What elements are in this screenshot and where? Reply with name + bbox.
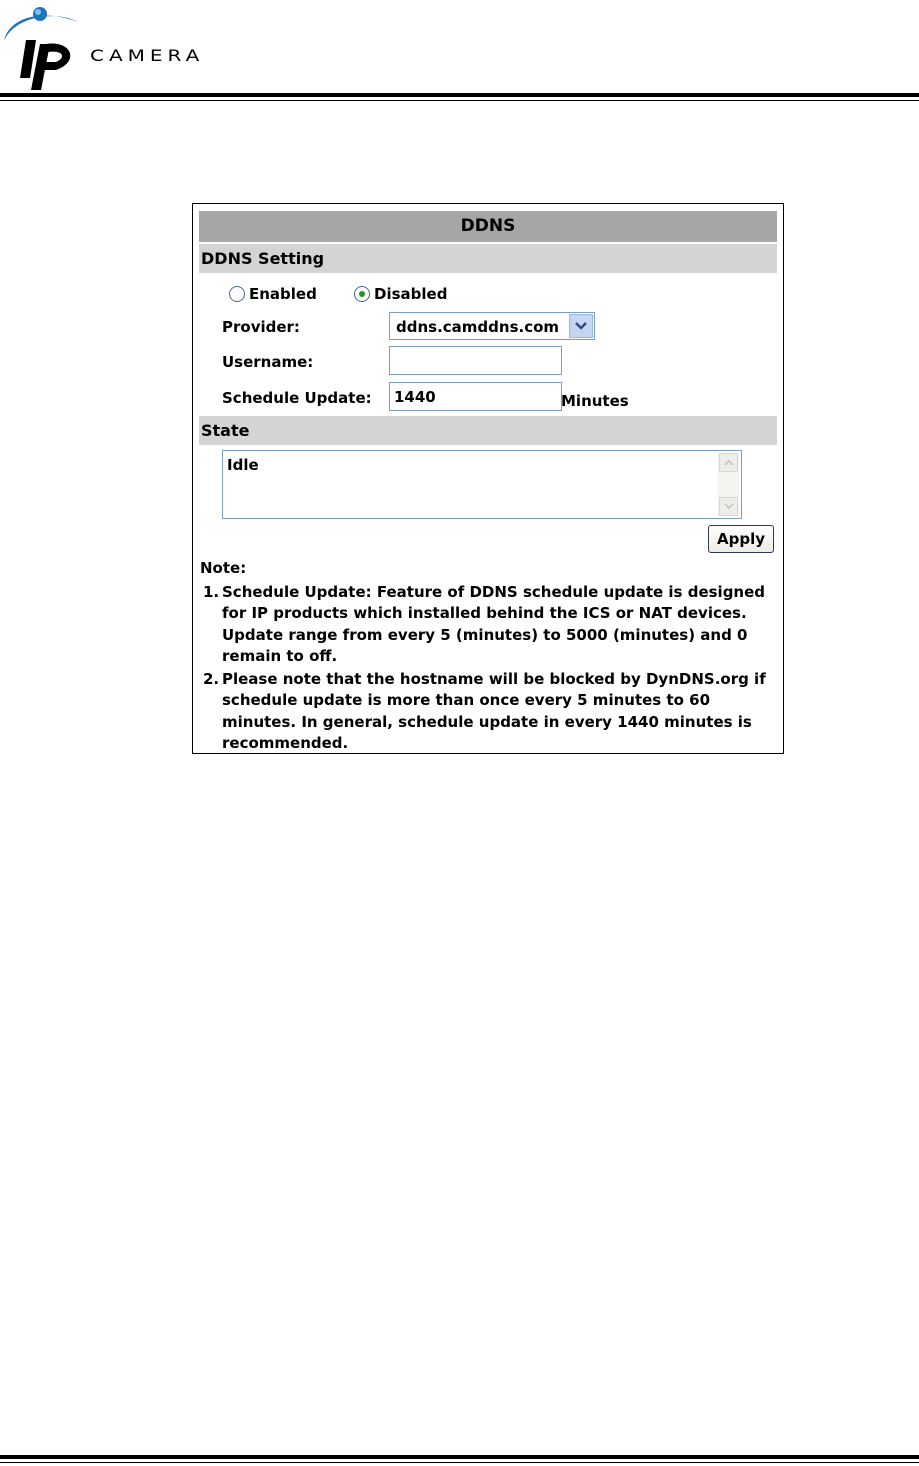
chevron-down-icon[interactable]: [569, 314, 593, 338]
radio-disabled-icon[interactable]: [354, 286, 370, 302]
username-label: Username:: [222, 353, 314, 371]
footer-rule: [0, 1455, 919, 1459]
logo-wordmark: CAMERA: [90, 46, 205, 66]
note-item-number: 1.: [203, 583, 220, 601]
note-title: Note:: [200, 559, 247, 577]
apply-button[interactable]: Apply: [708, 525, 774, 553]
note-item-text: Please note that the hostname will be blocked by DynDNS.org if schedule update is more than once every 5 minutes to 60 minutes. In general, schedule update in every 1440 minutes is recommended.: [222, 670, 766, 752]
footer-rule-thin: [0, 1462, 919, 1463]
ip-camera-logo: [0, 0, 270, 92]
ddns-setting-heading: DDNS Setting: [199, 244, 777, 273]
state-heading: State: [199, 416, 777, 445]
note-item-number: 2.: [203, 670, 220, 688]
state-value: Idle: [227, 456, 259, 474]
schedule-update-label: Schedule Update:: [222, 389, 372, 407]
ip-logo-mark-icon: [0, 0, 100, 92]
provider-value: ddns.camddns.com: [396, 318, 560, 336]
radio-enabled[interactable]: [229, 284, 317, 304]
radio-enabled-icon[interactable]: [229, 286, 245, 302]
state-scrollbar[interactable]: [718, 453, 739, 516]
username-input[interactable]: [389, 346, 562, 375]
note-item-text: Schedule Update: Feature of DDNS schedule update is designed for IP products which installed behind the ICS or NAT devices. Update range from every 5 (minutes) to 5000 (minutes) and 0 remain to off.: [222, 583, 766, 665]
provider-select[interactable]: [389, 312, 595, 340]
state-textarea[interactable]: [222, 450, 742, 519]
ddns-panel: [192, 203, 784, 754]
header-rule-thin: [0, 100, 919, 101]
provider-label: Provider:: [222, 318, 300, 336]
schedule-unit-label: Minutes: [561, 392, 629, 410]
panel-title: DDNS: [199, 211, 777, 242]
header-rule: [0, 93, 919, 97]
radio-disabled[interactable]: [354, 284, 447, 304]
schedule-update-value: 1440: [394, 388, 436, 406]
chevron-up-icon[interactable]: [719, 453, 738, 472]
schedule-update-input[interactable]: [389, 382, 562, 411]
note-item: [203, 669, 778, 755]
note-item: [203, 582, 778, 670]
radio-disabled-label: Disabled: [374, 285, 448, 303]
radio-enabled-label: Enabled: [249, 285, 317, 303]
chevron-down-icon[interactable]: [719, 497, 738, 516]
